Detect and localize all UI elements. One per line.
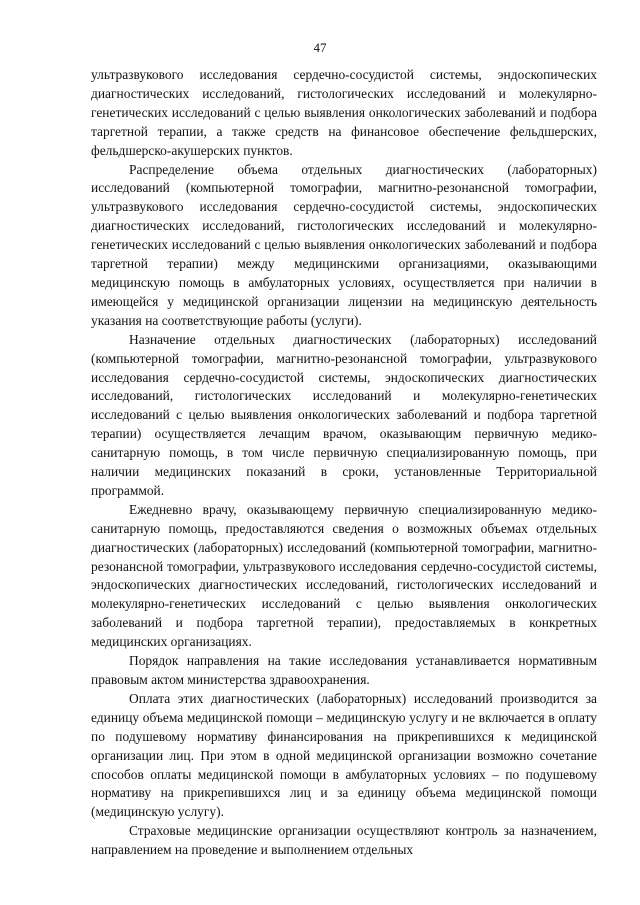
document-body: [91, 66, 597, 860]
page-number: 47: [313, 40, 327, 55]
paragraph-payment: Оплата этих диагностических (лабораторных) исследований производится за единицу объема медицинской помощи – медицинскую услугу и не включается в оплату по подушевому нормативу финансирования на прикрепившихся к медицинской организации лиц. При этом в одной медицинской организации возможно сочетание способов оплаты медицинской помощи в амбулаторных условиях – по подушевому нормативу на прикрепившихся лиц и за единицу объема медицинской помощи (медицинскую услугу).: [91, 690, 597, 820]
paragraph-distribution: Распределение объема отдельных диагностических (лабораторных) исследований (компьютерной томографии, магнитно-резонансной томографии, ультразвукового исследования сердечно-сосудистой системы, эндоскопических диагностических исследований, гистологических исследований и молекулярно-генетических исследований с целью выявления онкологических заболеваний и подбора таргетной терапии) между медицинскими организациями, оказывающими медицинскую помощь в амбулаторных условиях, осуществляется при наличии в имеющейся у медицинской организации лицензии на медицинскую деятельность указания на соответствующие работы (услуги).: [91, 161, 597, 328]
paragraph-insurance: Страховые медицинские организации осуществляют контроль за назначением, направлением на проведение и выполнением отдельных: [91, 823, 597, 858]
paragraph-daily-info: Ежедневно врачу, оказывающему первичную специализированную медико-санитарную помощь, предоставляются сведения о возможных объемах отдельных диагностических (лабораторных) исследований (компьютерной томографии, магнитно-резонансной томографии, ультразвукового исследования сердечно-сосудистой системы, эндоскопических диагностических исследований, гистологических исследований и молекулярно-генетических исследований с целью выявления онкологических заболеваний и подбора таргетной терапии), предоставляемых в конкретных медицинских организациях.: [91, 501, 597, 650]
paragraph-prescription: Назначение отдельных диагностических (лабораторных) исследований (компьютерной томографии, магнитно-резонансной томографии, ультразвукового исследования сердечно-сосудистой системы, эндоскопических диагностических исследований, гистологических исследований и молекулярно-генетических исследований с целью выявления онкологических заболеваний и подбора таргетной терапии) осуществляется лечащим врачом, оказывающим первичную медико-санитарную помощь, в том числе первичную специализированную помощь, при наличии медицинских показаний в сроки, установленные Территориальной программой.: [91, 331, 597, 498]
paragraph-referral-order: Порядок направления на такие исследования устанавливается нормативным правовым актом министерства здравоохранения.: [91, 653, 597, 687]
paragraph-continuation: ультразвукового исследования сердечно-сосудистой системы, эндоскопических диагностических исследований, гистологических исследований и молекулярно-генетических исследований с целью выявления онкологических заболеваний и подбора таргетной терапии, а также средств на финансовое обеспечение фельдшерских, фельдшерско-акушерских пунктов.: [91, 67, 597, 158]
